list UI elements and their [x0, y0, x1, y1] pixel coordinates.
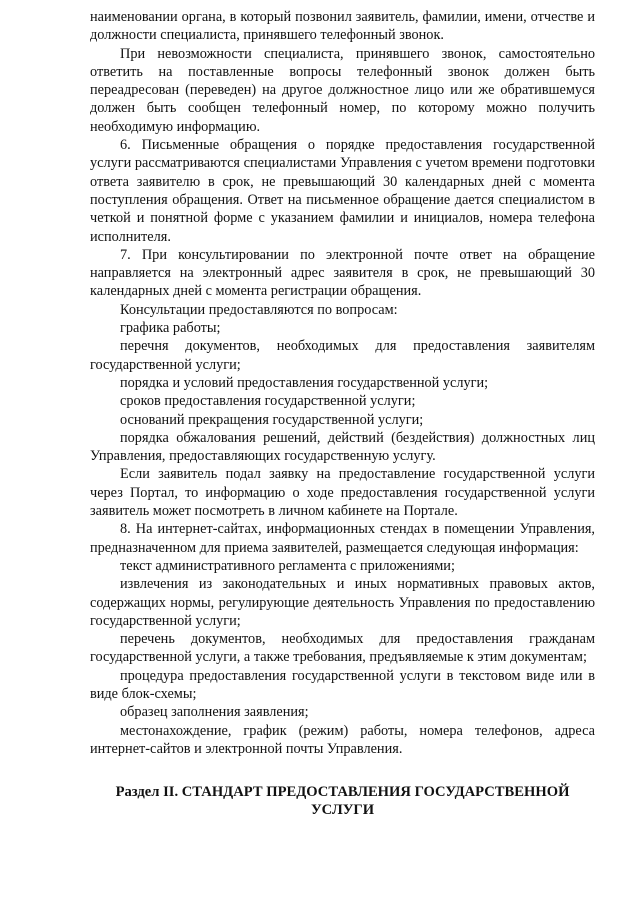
list-item: порядка и условий предоставления государственной услуги;: [120, 374, 489, 391]
list-item: процедура предоставления государственной услуги в текстовом виде или в виде блок-схемы;: [90, 667, 595, 702]
paragraph-item-7: 7. При консультировании по электронной почте ответ на обращение направляется на электронный адрес заявителя в срок, не превышающий 30 календарных дней с момента регистрации обращения.: [90, 246, 595, 300]
paragraph-portal: Если заявитель подал заявку на предоставление государственной услуги через Портал, то информацию о ходе предоставления государственной услуги заявитель может посмотреть в личном кабинете на Портале.: [90, 466, 595, 520]
paragraph-consultation-topics: Консультации предоставляются по вопросам:: [120, 301, 398, 318]
list-item: местонахождение, график (режим) работы, номера телефонов, адреса интернет-сайтов и электронной почты Управления.: [90, 722, 595, 757]
paragraph-continuation: наименовании органа, в который позвонил заявитель, фамилии, имени, отчестве и должности специалиста, принявшего телефонный звонок.: [90, 9, 595, 44]
list-item: перечень документов, необходимых для предоставления гражданам государственной услуги, а также требования, предъявляемые к этим документам;: [90, 631, 595, 666]
list-item: образец заполнения заявления;: [120, 704, 309, 721]
list-item: сроков предоставления государственной услуги;: [120, 393, 416, 410]
list-item: текст административного регламента с приложениями;: [120, 557, 455, 574]
list-item: порядка обжалования решений, действий (бездействия) должностных лиц Управления, предоставляющих государственную услугу.: [90, 429, 595, 465]
list-item: оснований прекращения государственной услуги;: [120, 411, 424, 428]
paragraph-call-redirect: При невозможности специалиста, принявшего звонок, самостоятельно ответить на поставленные вопросы телефонный звонок должен быть переадресован (переведен) на другое должностное лицо или же обратившемуся должен быть сообщен телефонный номер, по которому можно получить необходимую информацию.: [90, 45, 595, 135]
list-item: извлечения из законодательных и иных нормативных правовых актов, содержащих нормы, регулирующие деятельность Управления по предоставлению государственной услуги;: [90, 576, 595, 629]
document-page: [90, 8, 595, 819]
paragraph-item-8: 8. На интернет-сайтах, информационных стендах в помещении Управления, предназначенном для приема заявителей, размещается следующая информация:: [90, 521, 595, 556]
section-title: Раздел II. СТАНДАРТ ПРЕДОСТАВЛЕНИЯ ГОСУДАРСТВЕННОЙ УСЛУГИ: [115, 784, 570, 818]
paragraph-item-6: 6. Письменные обращения о порядке предоставления государственной услуги рассматриваются специалистами Управления с учетом времени подготовки ответа заявителю в срок, не превышающий 30 календарных дней с момента поступления обращения. Ответ на письменное обращение дается специалистом в четкой и понятной форме с указанием фамилии и инициалов, номера телефона исполнителя.: [90, 137, 595, 245]
list-item: графика работы;: [120, 320, 221, 337]
list-item: перечня документов, необходимых для предоставления заявителям государственной услуги;: [90, 338, 595, 373]
